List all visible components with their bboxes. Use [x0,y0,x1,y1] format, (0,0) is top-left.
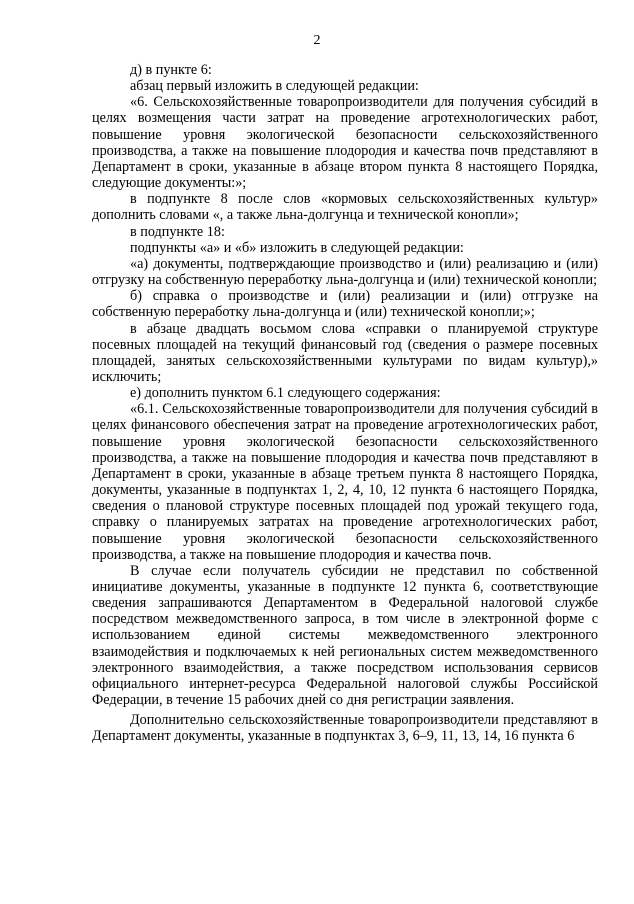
paragraph: абзац первый изложить в следующей редакции: [130,78,419,95]
paragraph: «а) документы, подтверждающие производство и (или) реализацию и (или) отгрузку на собственную переработку льна-долгунца и (или) технической конопли; [92,255,598,289]
paragraph: «6. Сельскохозяйственные товаропроизводители для получения субсидий в целях возмещения части затрат на проведение агротехнологических работ, повышение уровня экологической безопасности сельскохозяйственного производства, а также на повышение плодородия и качества почв представляют в Департамент в сроки, указанные в абзаце втором пункта 8 настоящего Порядка, следующие документы:»; [92,94,598,192]
paragraph: Дополнительно сельскохозяйственные товаропроизводители представляют в Департамент документы, указанные в подпунктах 3, 6–9, 11, 13, 14, 16 пункта 6 [92,712,598,745]
paragraph: подпункты «а» и «б» изложить в следующей редакции: [130,239,464,256]
document-body [92,62,598,745]
paragraph: в подпункте 18: [130,223,225,240]
paragraph: «6.1. Сельскохозяйственные товаропроизводители для получения субсидий в целях финансового обеспечения затрат на проведение агротехнологических работ, повышение уровня экологической безопасности сельскохозяйственного производства, а также на повышение плодородия и качества почв представляют в Департамент в сроки, указанные в абзаце третьем пункта 8 настоящего Порядка, документы, указанные в подпунктах 1, 2, 4, 10, 12 пункта 6 настоящего Порядка, сведения о плановой структуре посевных площадей под урожай текущего года, справку о планируемых затратах на проведение агротехнологических работ, повышение уровня экологической безопасности сельскохозяйственного производства, а также на повышение плодородия и качества почв. [92,401,598,563]
paragraph: б) справка о производстве и (или) реализации и (или) отгрузке на собственную переработку льна-долгунца и (или) технической конопли;»; [92,288,598,321]
paragraph: е) дополнить пунктом 6.1 следующего содержания: [130,385,441,402]
paragraph: в подпункте 8 после слов «кормовых сельскохозяйственных культур» дополнить словами «, а также льна-долгунца и технической конопли»; [92,191,598,224]
paragraph: в абзаце двадцать восьмом слова «справки о планируемой структуре посевных площадей на текущий финансовый год (сведения о размере посевных площадей, занятых сельскохозяйственными культурами по видам культур),» исключить; [92,320,598,385]
paragraph: д) в пункте 6: [130,62,212,78]
page-number: 2 [313,33,321,48]
paragraph: В случае если получатель субсидии не представил по собственной инициативе документы, указанные в подпункте 12 пункта 6, соответствующие сведения запрашиваются Департаментом в Федеральной налоговой службе посредством межведомственного запроса, в том числе в электронной форме с использованием единой системы межведомственного электронного взаимодействия и подключаемых к ней региональных систем межведомственного электронного взаимодействия, а также посредством использования сервисов официального интернет-ресурса Федеральной налоговой службы Российской Федерации, в течение 15 рабочих дней со дня регистрации заявления. [92,562,598,709]
